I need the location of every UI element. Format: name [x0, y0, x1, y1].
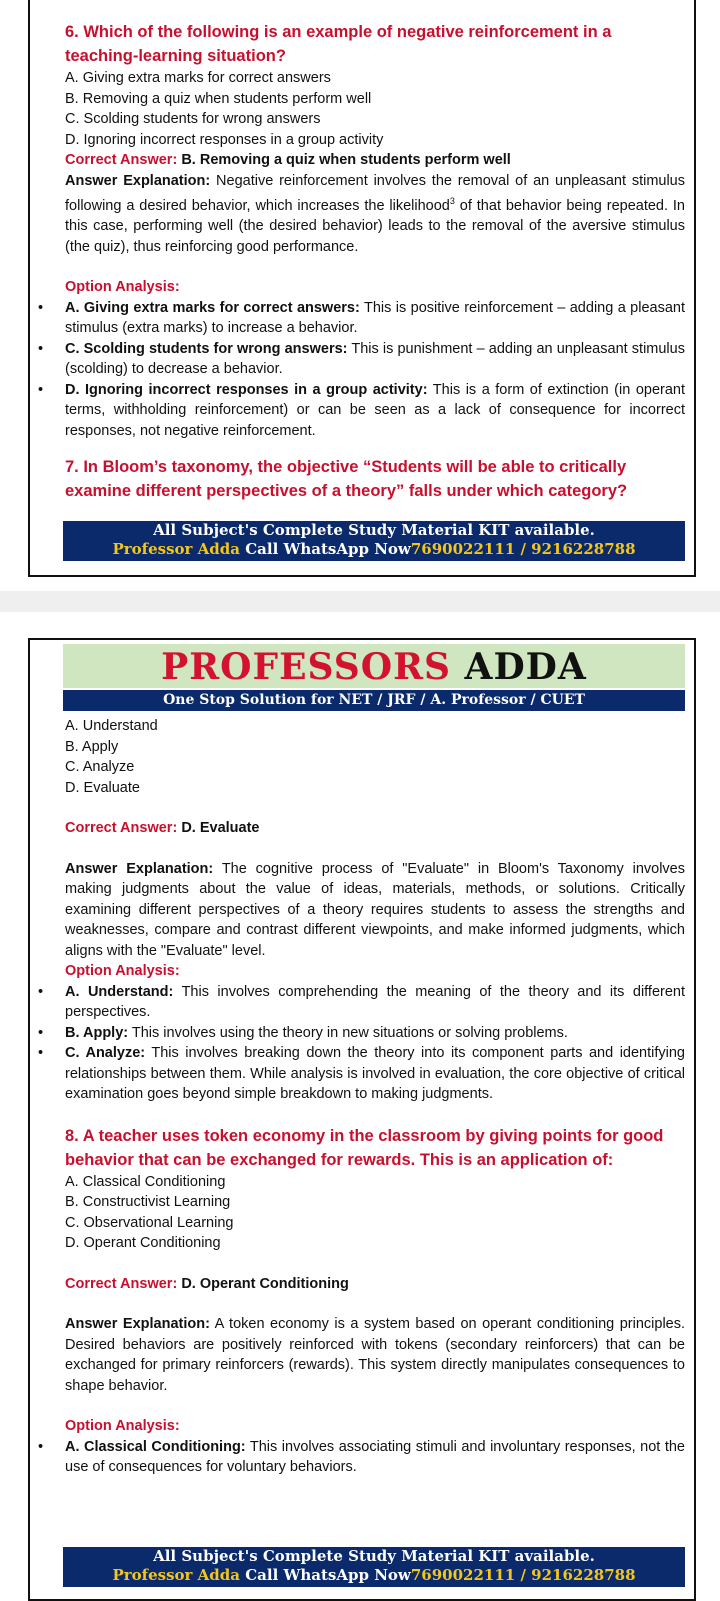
question-8-option-b: B. Constructivist Learning [65, 1194, 231, 1210]
bullet-icon: • [38, 381, 44, 398]
analysis-text: This involves comprehending the meaning of the theory and its different perspectives. [65, 983, 686, 1020]
analysis-text: This is positive reinforcement – adding a pleasant stimulus (extra marks) to increase a behavior. [65, 299, 685, 337]
question-7-heading: 7. In Bloom’s taxonomy, the objective “Students will be able to critically examine different perspectives of a theory” falls under which category? [65, 458, 628, 501]
promo-phones[interactable]: 7690022111 / 9216228788 [410, 1566, 636, 1584]
analysis-label: A. Understand: [65, 983, 174, 1000]
bullet-icon: • [38, 340, 44, 357]
promo-phones[interactable]: 7690022111 / 9216228788 [410, 540, 636, 558]
explanation-label: Answer Explanation: [65, 172, 211, 189]
promo-line-2 [63, 540, 685, 559]
analysis-text: This involves breaking down the theory into its component parts and identifying relationships between them. While analysis is involved in evaluation, the core objective of critical examination goes beyond simple breakdown to making judgments. [65, 1045, 685, 1102]
explanation-text-1: Negative reinforcement involves the removal of an unpleasant stimulus following a desired behavior, which increases the likelihood [65, 172, 685, 214]
promo-now: Now [374, 540, 411, 558]
question-7-option-a: A. Understand [65, 718, 158, 734]
question-6-option-d: D. Ignoring incorrect responses in a group activity [65, 131, 384, 148]
question-7-option-analysis-list [38, 982, 686, 1105]
brand-tagline: One Stop Solution for NET / JRF / A. Professor / CUET [63, 690, 685, 711]
correct-answer-value: B. Removing a quiz when students perform well [181, 152, 511, 168]
bullet-icon: • [38, 1045, 44, 1061]
list-item [38, 380, 685, 442]
question-6-option-a: A. Giving extra marks for correct answers [65, 70, 331, 86]
question-8-explanation [65, 1314, 685, 1396]
question-8-option-analysis-list [38, 1437, 685, 1478]
analysis-label: C. Analyze: [65, 1045, 146, 1061]
question-8-correct-answer [65, 1274, 685, 1295]
list-item [38, 982, 686, 1023]
question-6-option-analysis-list [38, 298, 685, 442]
question-6-correct-answer [65, 150, 685, 171]
list-item [38, 298, 685, 339]
question-7-option-c: C. Analyze [65, 759, 135, 775]
explanation-text-2: of that behavior being repeated. In this case, performing well (the desired behavior) leads to the removal of the aversive stimulus (the quiz), thus reinforcing good performance. [65, 197, 685, 255]
explanation-superscript: 3 [449, 196, 455, 206]
question-6-option-b: B. Removing a quiz when students perform well [65, 90, 372, 107]
analysis-text: This involves using the theory in new situations or solving problems. [131, 1024, 568, 1041]
question-6-heading: 6. Which of the following is an example of negative reinforcement in a teaching-learning situation? [65, 23, 612, 65]
explanation-label: Answer Explanation: [65, 1316, 210, 1332]
explanation-text: The cognitive process of "Evaluate" in Bloom's Taxonomy involves making judgments about the value of ideas, materials, methods, or solutions. Critically examining different perspectives of a theory requires students to assess the strengths and weaknesses, compare and contrast different viewpoints, and make informed judgments, which aligns with the "Evaluate" level. [65, 860, 685, 959]
analysis-text: This is punishment – adding an unpleasant stimulus (scolding) to decrease a behavior. [65, 340, 685, 378]
promo-line-2 [63, 1566, 685, 1585]
explanation-text: A token economy is a system based on operant conditioning principles. Desired behaviors are positively reinforced with tokens (secondary reinforcers) that can be exchanged for primary reinforcers (rewards). This system directly manipulates consequences to shape behavior. [65, 1316, 686, 1394]
brand-header [63, 644, 685, 688]
list-item [38, 339, 685, 380]
promo-banner [63, 1547, 685, 1587]
correct-answer-value: D. Evaluate [181, 820, 260, 836]
promo-line-1: All Subject's Complete Study Material KIT available. [153, 521, 595, 539]
promo-now: Now [374, 1566, 411, 1584]
correct-answer-value: D. Operant Conditioning [181, 1275, 349, 1292]
promo-line-1: All Subject's Complete Study Material KIT available. [153, 1547, 595, 1565]
correct-answer-label: Correct Answer: [65, 1275, 178, 1292]
page-separator [0, 591, 720, 612]
analysis-label: A. Classical Conditioning: [65, 1438, 246, 1455]
analysis-label: A. Giving extra marks for correct answers: [65, 299, 360, 316]
question-8-option-c: C. Observational Learning [65, 1214, 234, 1231]
correct-answer-label: Correct Answer: [65, 820, 178, 836]
analysis-label: B. Apply: [65, 1024, 129, 1041]
promo-call: Call WhatsApp [245, 1566, 369, 1584]
question-8-option-d: D. Operant Conditioning [65, 1235, 221, 1251]
correct-answer-label: Correct Answer: [65, 152, 178, 168]
question-6-block [38, 20, 685, 503]
question-6-explanation [65, 171, 685, 258]
promo-banner [63, 521, 685, 561]
question-8-option-analysis-title: Option Analysis: [65, 1418, 180, 1434]
promo-brand: Professor Adda [112, 1566, 240, 1584]
list-item [38, 1023, 685, 1044]
question-7-option-d: D. Evaluate [65, 779, 140, 796]
question-6-option-analysis-title: Option Analysis: [65, 279, 180, 296]
list-item [38, 1043, 685, 1105]
question-6-option-c: C. Scolding students for wrong answers [65, 111, 321, 127]
explanation-label: Answer Explanation: [65, 860, 214, 877]
question-7-explanation [65, 859, 685, 962]
question-8-option-a: A. Classical Conditioning [65, 1173, 226, 1190]
bullet-icon: • [38, 983, 44, 1000]
question-7-correct-answer [65, 818, 685, 839]
analysis-label: D. Ignoring incorrect responses in a group activity: [65, 381, 428, 398]
brand-name-red: PROFESSORS [161, 646, 451, 688]
document-page-2 [28, 638, 696, 1601]
question-7-option-analysis-title: Option Analysis: [65, 963, 180, 979]
promo-brand: Professor Adda [112, 540, 240, 558]
question-7-option-b: B. Apply [65, 738, 119, 755]
analysis-text: This involves associating stimuli and involuntary responses, not the use of consequences for voluntary behaviors. [65, 1438, 685, 1475]
bullet-icon: • [38, 299, 44, 316]
brand-name-black: ADDA [464, 646, 587, 688]
list-item [38, 1437, 685, 1478]
document-page-1 [28, 0, 696, 577]
question-7-block [38, 716, 686, 1478]
bullet-icon: • [38, 1024, 44, 1041]
promo-call: Call WhatsApp [245, 540, 369, 558]
bullet-icon: • [38, 1438, 44, 1455]
analysis-text: This is a form of extinction (in operant terms, withholding reinforcement) or can be seen as a lack of consequence for incorrect responses, not negative reinforcement. [65, 381, 685, 439]
question-8-heading: 8. A teacher uses token economy in the classroom by giving points for good behavior that can be exchanged for rewards. This is an application of: [65, 1126, 664, 1169]
analysis-label: C. Scolding students for wrong answers: [65, 340, 348, 357]
